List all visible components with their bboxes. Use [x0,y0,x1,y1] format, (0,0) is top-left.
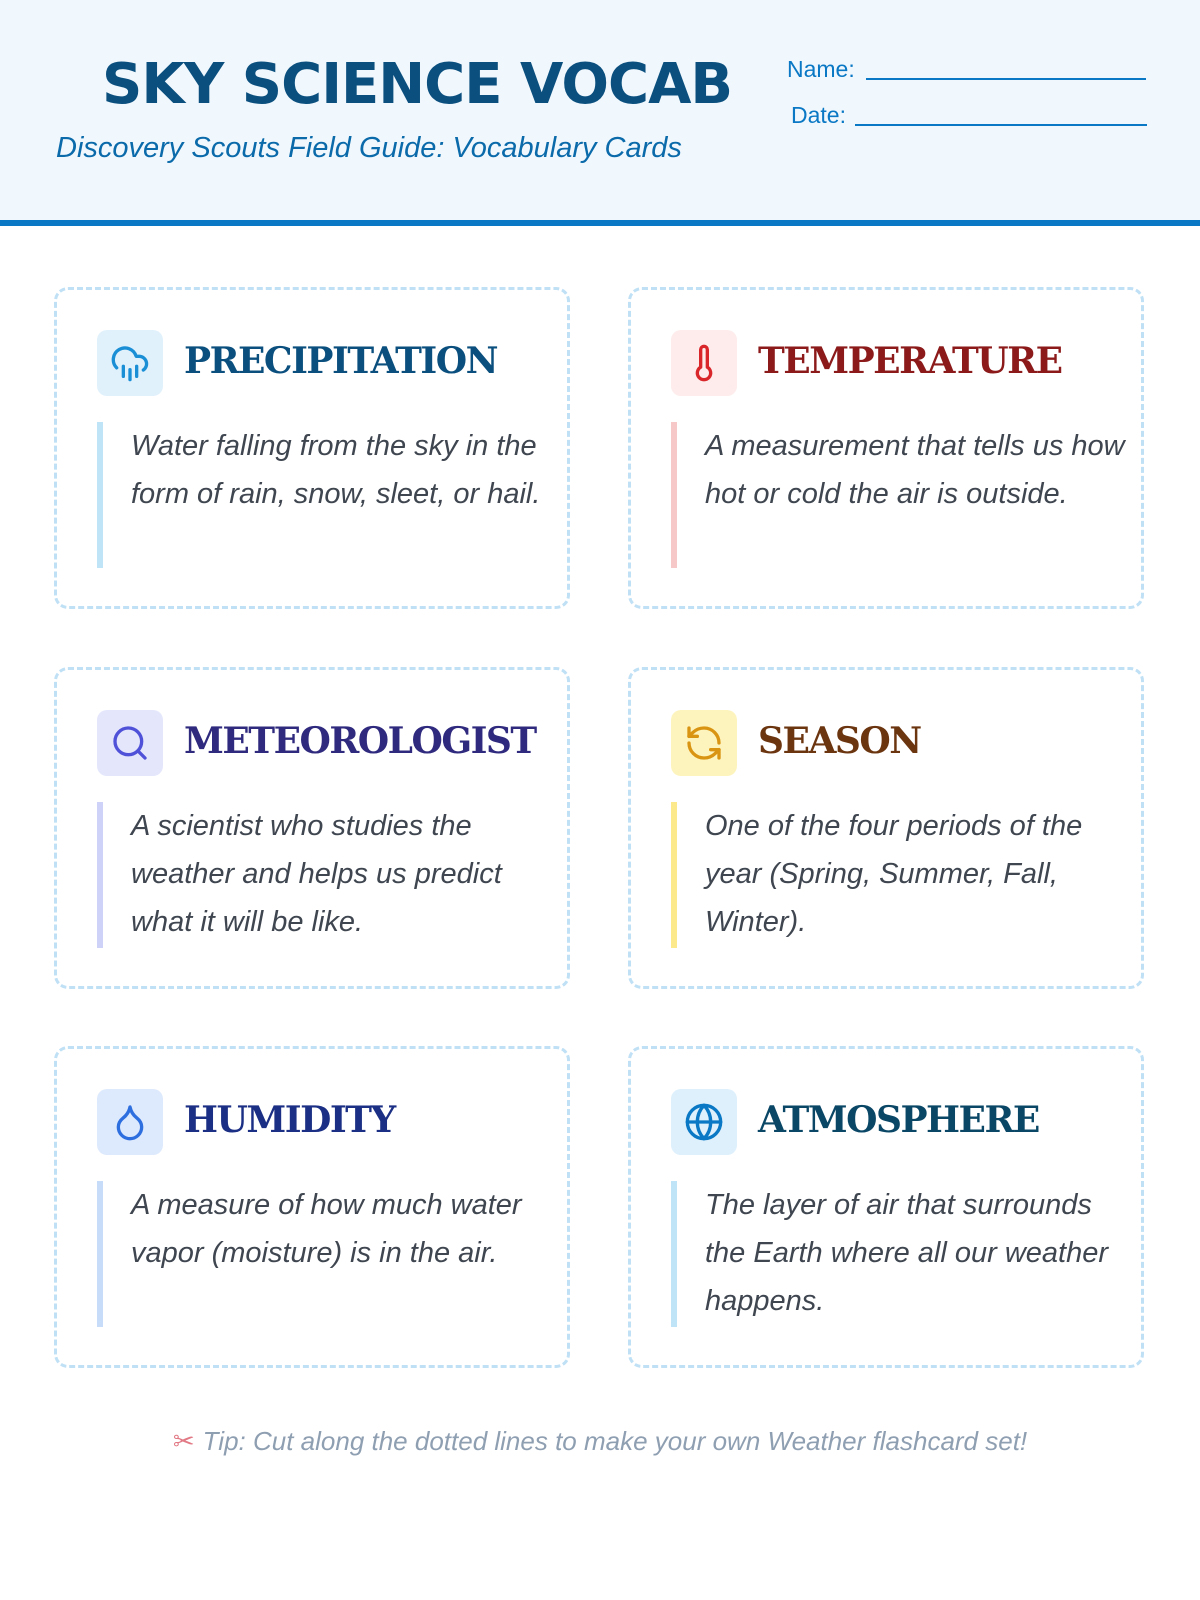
scissors-icon: ✂ [172,1426,195,1456]
vocab-term: SEASON [758,720,921,762]
vocab-term: PRECIPITATION [184,340,498,382]
vocab-term: ATMOSPHERE [758,1099,1039,1141]
date-field [791,102,846,129]
vocab-definition: One of the four periods of the year (Spring, Summer, Fall, Winter). [705,810,1083,938]
accent-bar [97,422,103,568]
accent-bar [671,422,677,568]
vocab-card-atmosphere [628,1046,1144,1368]
vocab-card-temperature [628,287,1144,609]
date-label: Date: [791,102,846,128]
vocab-card-season [628,667,1144,989]
vocab-definition: The layer of air that surrounds the Earth where all our weather happens. [705,1189,1108,1317]
search-icon [97,710,163,776]
vocab-definition: A scientist who studies the weather and helps us predict what it will be like. [131,810,502,938]
vocab-definition: A measurement that tells us how hot or cold the air is outside. [705,430,1125,510]
vocab-definition: A measure of how much water vapor (moisture) is in the air. [131,1189,522,1269]
droplet-icon [97,1089,163,1155]
page-header [0,0,1200,226]
refresh-cycle-icon [671,710,737,776]
name-field [787,56,855,83]
accent-bar [97,802,103,948]
vocab-card-humidity [54,1046,570,1368]
name-blank-line [866,78,1146,80]
cloud-rain-icon [97,330,163,396]
vocab-card-precipitation [54,287,570,609]
vocab-term: HUMIDITY [184,1099,395,1141]
page-subtitle: Discovery Scouts Field Guide: Vocabulary Cards [56,132,682,164]
thermometer-icon [671,330,737,396]
accent-bar [671,802,677,948]
date-blank-line [855,124,1147,126]
vocab-card-meteorologist [54,667,570,989]
globe-icon [671,1089,737,1155]
vocab-definition: Water falling from the sky in the form of rain, snow, sleet, or hail. [131,430,541,510]
accent-bar [671,1181,677,1327]
footer-tip [0,1426,1200,1457]
accent-bar [97,1181,103,1327]
page-title: SKY SCIENCE VOCAB [102,52,733,117]
name-label: Name: [787,56,855,82]
tip-text: Tip: Cut along the dotted lines to make your own Weather flashcard set! [202,1426,1028,1456]
vocab-term: METEOROLOGIST [184,720,536,762]
vocab-term: TEMPERATURE [758,340,1062,382]
